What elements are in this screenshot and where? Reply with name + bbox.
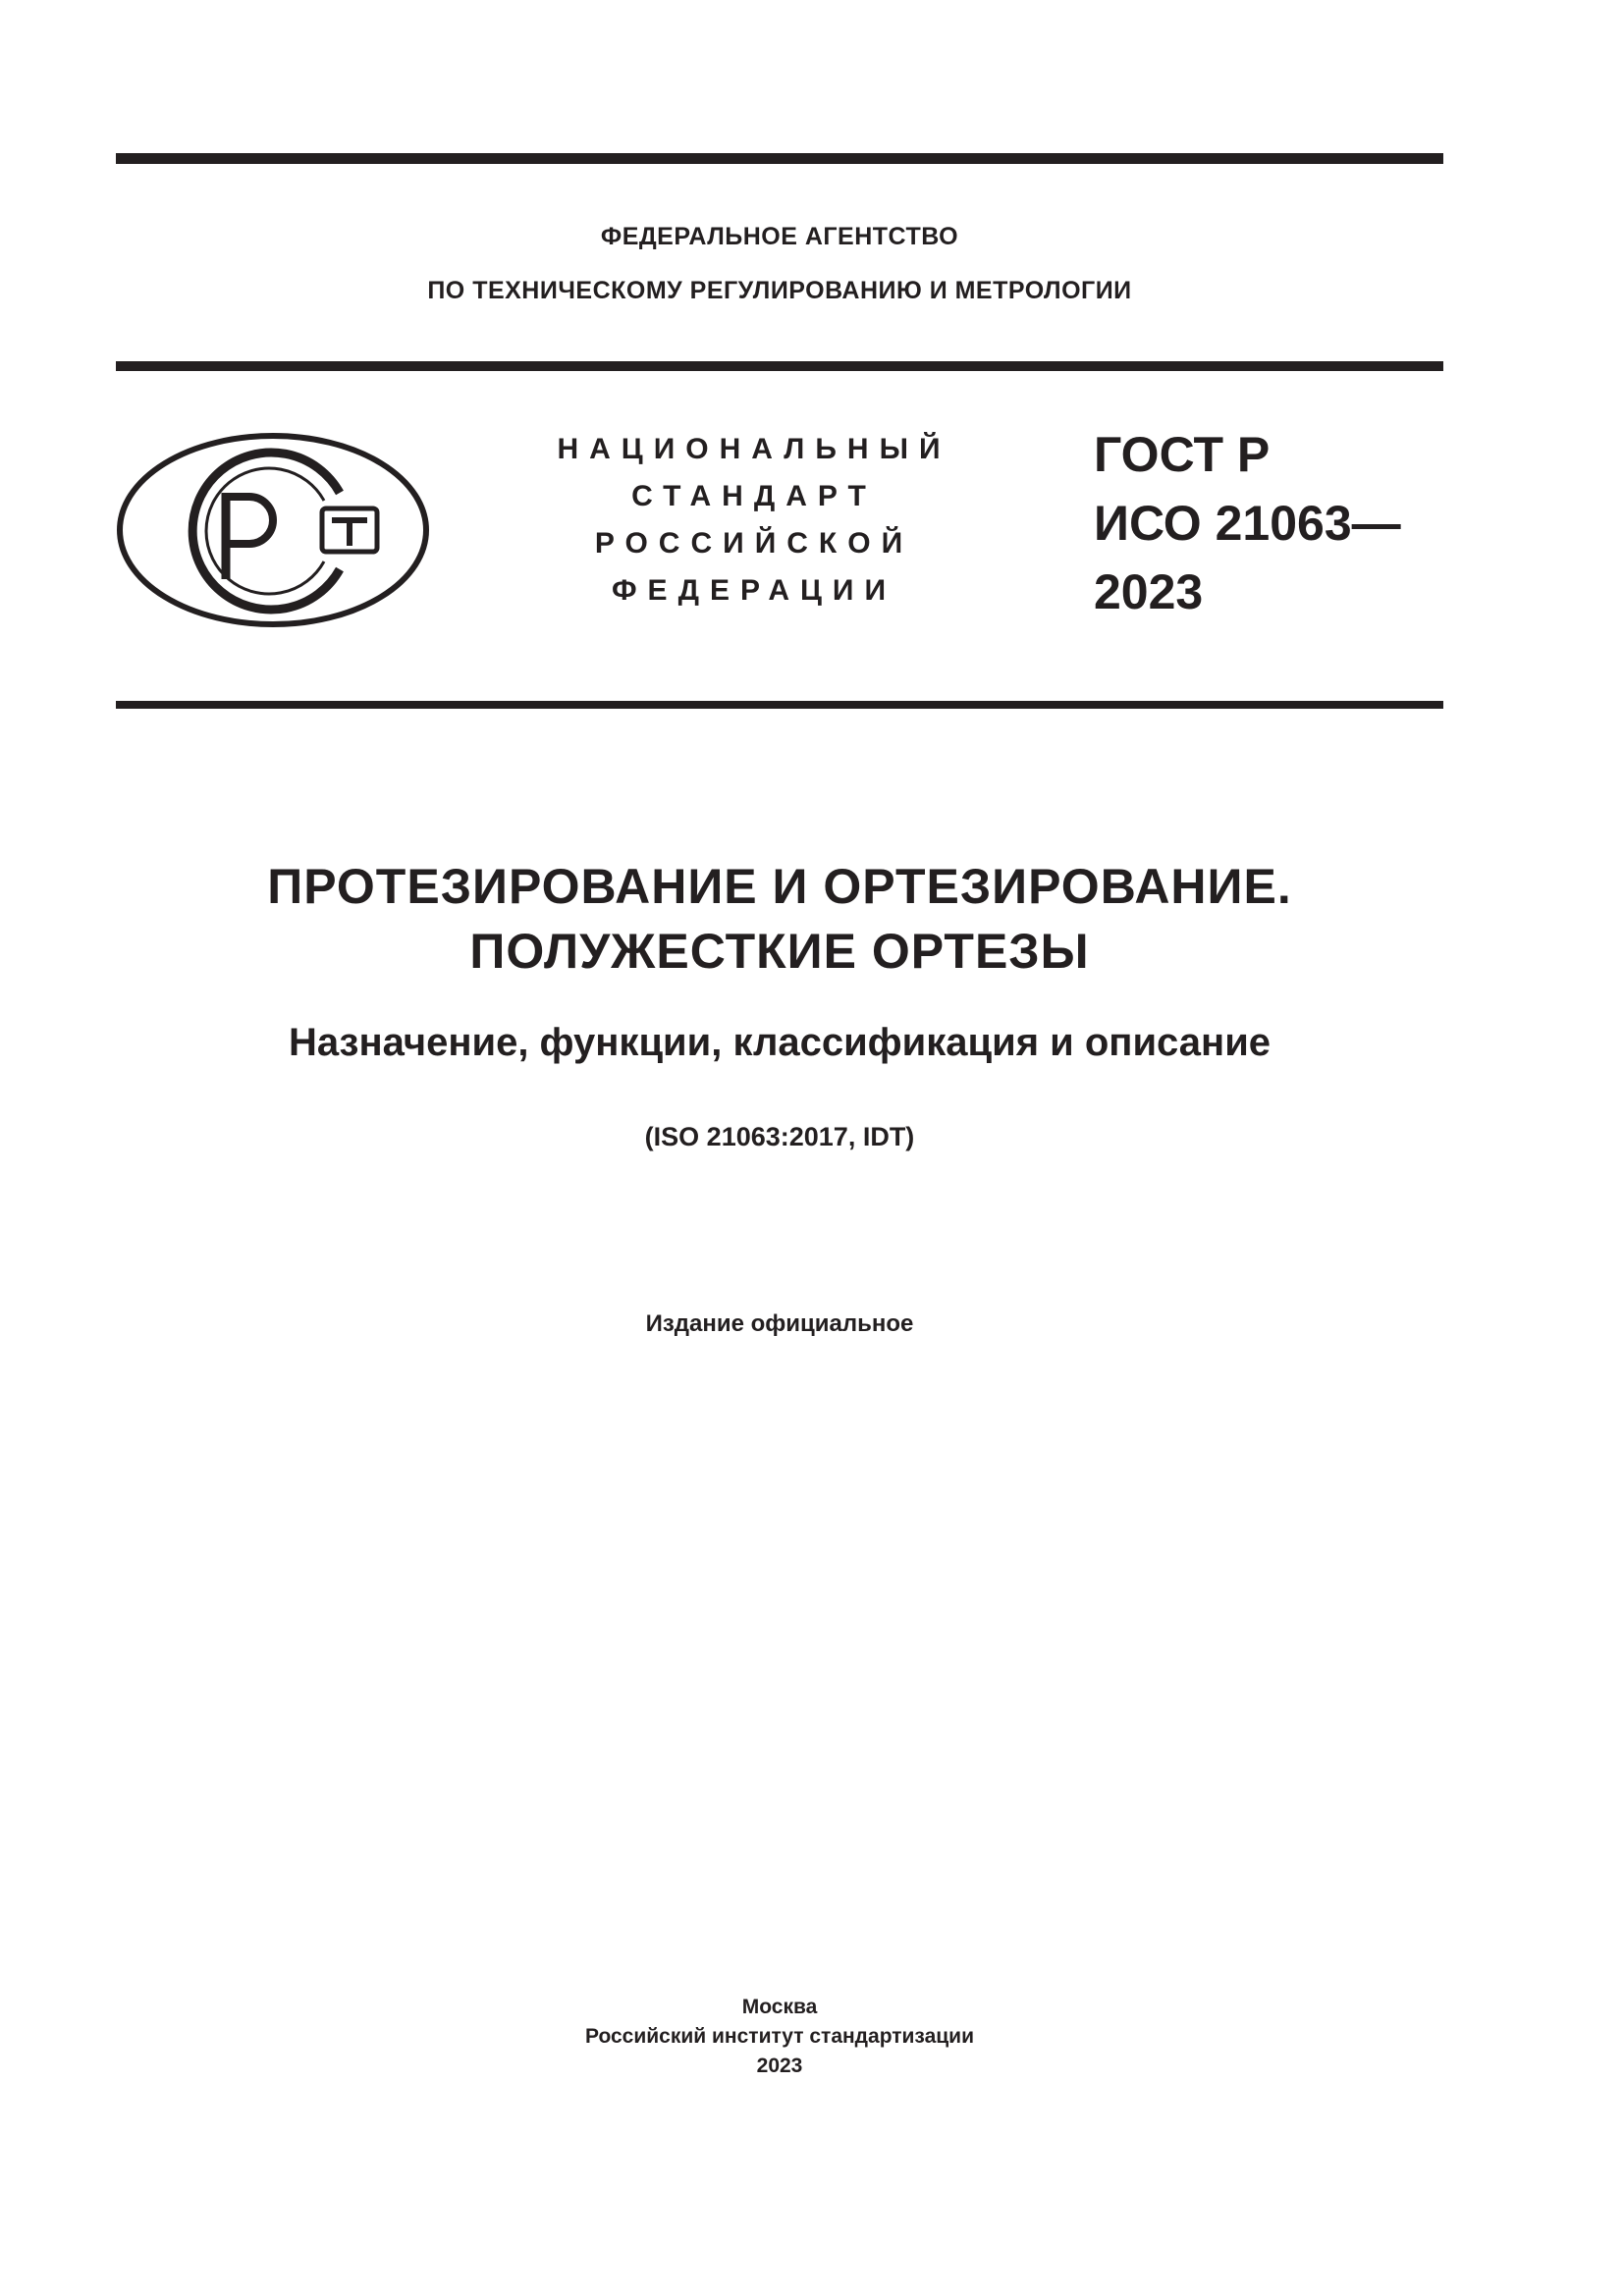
title-line-1: ПРОТЕЗИРОВАНИЕ И ОРТЕЗИРОВАНИЕ. xyxy=(267,859,1292,914)
standard-type-label xyxy=(538,426,970,614)
bottom-divider xyxy=(116,701,1443,709)
standard-type-line-4: ФЕДЕРАЦИИ xyxy=(611,574,897,607)
top-divider xyxy=(116,153,1443,164)
standard-designation xyxy=(1094,420,1401,626)
middle-divider xyxy=(116,361,1443,371)
designation-line-3: 2023 xyxy=(1094,564,1204,619)
designation-line-2: ИСО 21063— xyxy=(1094,496,1401,551)
designation-line-1: ГОСТ Р xyxy=(1094,427,1271,482)
imprint-publisher: Российский институт стандартизации xyxy=(584,2025,975,2048)
document-subtitle: Назначение, функции, классификация и описание xyxy=(288,1021,1272,1064)
title-line-2: ПОЛУЖЕСТКИЕ ОРТЕЗЫ xyxy=(469,924,1090,979)
imprint-city: Москва xyxy=(741,1996,818,2018)
agency-name-line-2: ПО ТЕХНИЧЕСКОМУ РЕГУЛИРОВАНИЮ И МЕТРОЛОГИИ xyxy=(427,277,1132,304)
rst-emblem-icon xyxy=(116,432,430,628)
document-title xyxy=(116,854,1443,984)
iso-reference: (ISO 21063:2017, IDT) xyxy=(644,1122,915,1151)
edition-label: Издание официальное xyxy=(645,1310,914,1337)
standard-type-line-1: НАЦИОНАЛЬНЫЙ xyxy=(557,433,951,465)
standard-type-line-2: СТАНДАРТ xyxy=(631,480,877,512)
imprint-year: 2023 xyxy=(756,2055,803,2077)
imprint xyxy=(116,1993,1443,2081)
standard-type-line-3: РОССИЙСКОЙ xyxy=(594,527,914,560)
agency-name-line-1: ФЕДЕРАЛЬНОЕ АГЕНТСТВО xyxy=(600,223,959,250)
